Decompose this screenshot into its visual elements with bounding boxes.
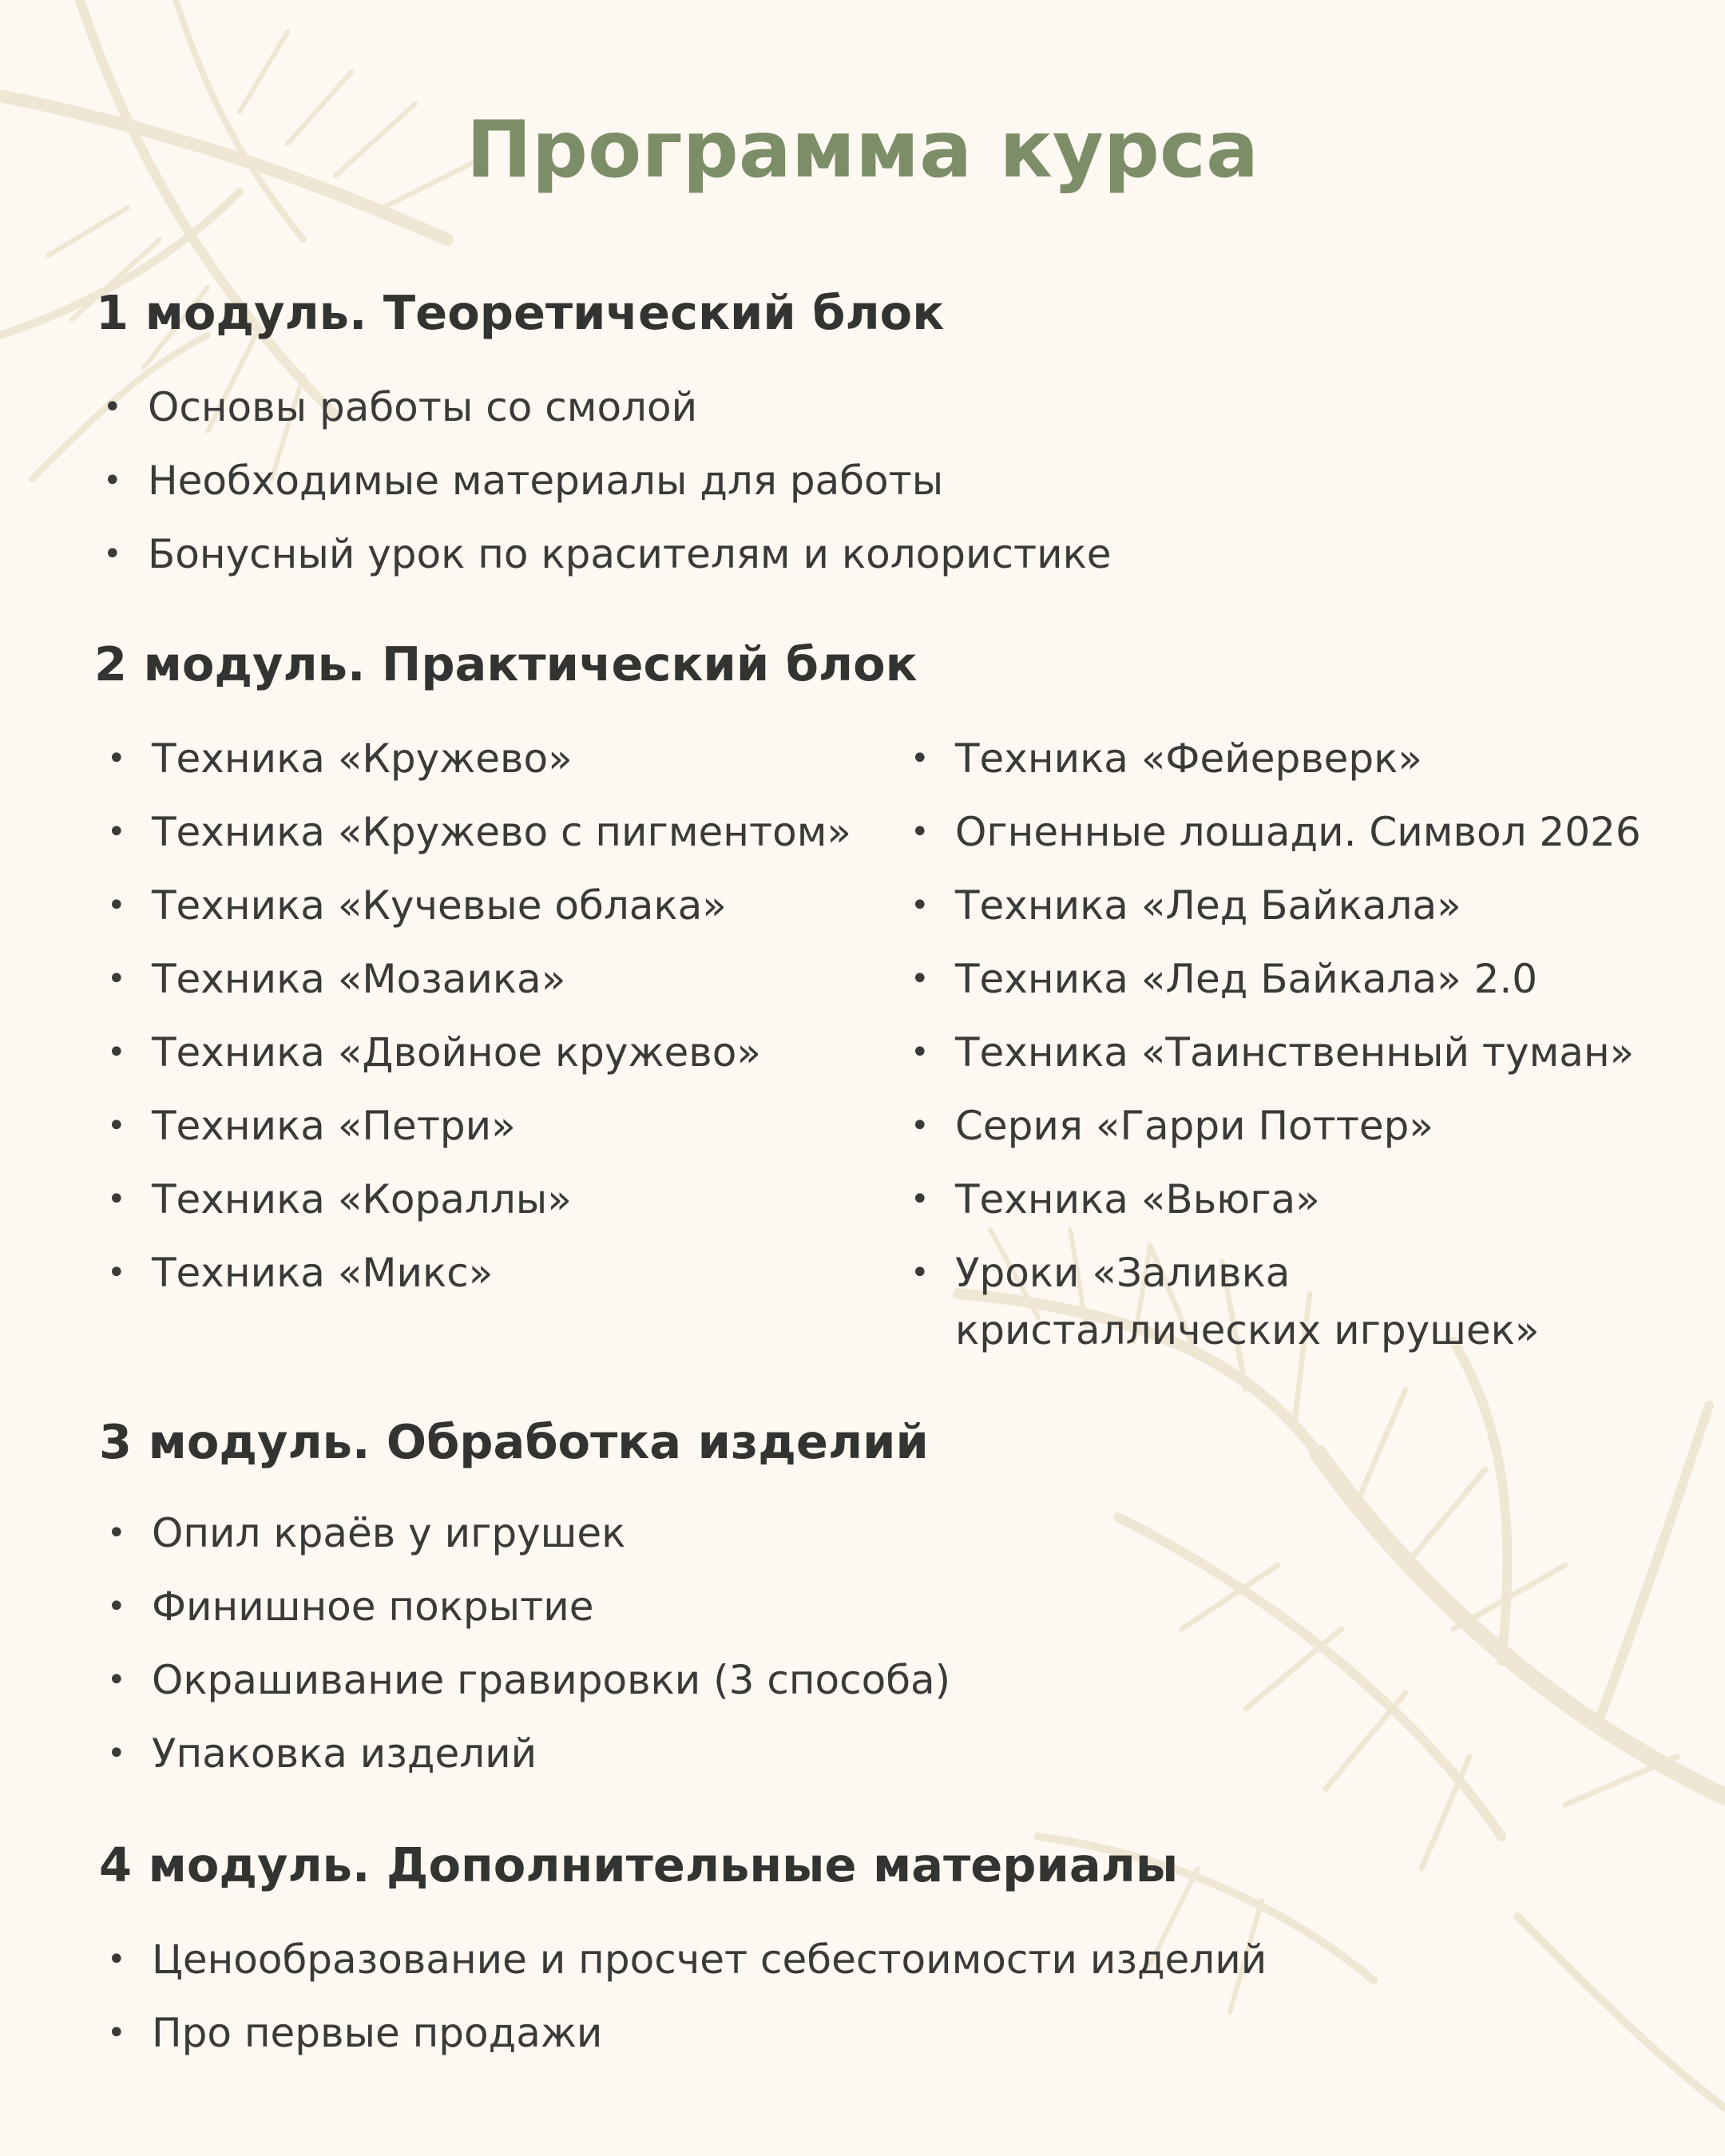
- bullet: •: [107, 1108, 126, 1144]
- bullet: •: [910, 1108, 930, 1144]
- list-item: • Необходимые материалы для работы: [100, 452, 1112, 525]
- bullet: •: [910, 814, 930, 850]
- bullet: •: [103, 389, 122, 426]
- list-item: • Огненные лошади. Символ 2026: [907, 803, 1642, 877]
- list-item: • Техника «Кружево»: [104, 730, 851, 803]
- bullet: •: [107, 1662, 126, 1698]
- bullet: •: [107, 1515, 126, 1552]
- bullet: •: [910, 1181, 930, 1218]
- list-item: • Основы работы со смолой: [100, 378, 1112, 452]
- bullet: •: [107, 1034, 126, 1071]
- bullet: •: [107, 740, 126, 777]
- bullet: •: [107, 1735, 126, 1772]
- bullet: •: [107, 1588, 126, 1625]
- list-item: • Опил краёв у игрушек: [104, 1504, 950, 1578]
- bullet: •: [107, 814, 126, 850]
- bullet: •: [910, 1254, 930, 1291]
- module-2-title: 2 модуль. Практический блок: [94, 636, 918, 692]
- module-3-list: [104, 1504, 950, 1798]
- module-4-list: [104, 1931, 1267, 2078]
- bullet: •: [107, 961, 126, 997]
- module-1-list: [100, 378, 1112, 599]
- bullet: •: [107, 1254, 126, 1291]
- list-item: • Серия «Гарри Поттер»: [907, 1097, 1642, 1171]
- list-item: • Ценообразование и просчет себестоимости изделий: [104, 1931, 1267, 2004]
- bullet: •: [910, 961, 930, 997]
- list-item: • Техника «Петри»: [104, 1097, 851, 1171]
- module-4-title: 4 модуль. Дополнительные материалы: [99, 1837, 1179, 1892]
- bullet: •: [910, 887, 930, 924]
- list-item: • Уроки «Заливка кристаллических игрушек»: [907, 1244, 1642, 1364]
- list-item: • Про первые продажи: [104, 2004, 1267, 2078]
- bullet: •: [910, 740, 930, 777]
- bullet: •: [107, 2015, 126, 2051]
- list-item: • Техника «Кораллы»: [104, 1171, 851, 1244]
- list-item: • Техника «Лед Байкала»: [907, 877, 1642, 950]
- list-item: • Техника «Лед Байкала» 2.0: [907, 950, 1642, 1024]
- list-item: • Техника «Фейерверк»: [907, 730, 1642, 803]
- list-item: • Техника «Кучевые облака»: [104, 877, 851, 950]
- list-item: • Окрашивание гравировки (3 способа): [104, 1651, 950, 1725]
- list-item: • Техника «Вьюга»: [907, 1171, 1642, 1244]
- bullet: •: [107, 1941, 126, 1978]
- bullet: •: [103, 462, 122, 499]
- list-item: • Техника «Двойное кружево»: [104, 1024, 851, 1097]
- module-3-title: 3 модуль. Обработка изделий: [99, 1414, 929, 1469]
- list-item: • Бонусный урок по красителям и колористике: [100, 525, 1112, 599]
- bullet: •: [103, 536, 122, 573]
- module-2-right-list: [907, 730, 1642, 1364]
- bullet: •: [107, 887, 126, 924]
- list-item: • Техника «Микс»: [104, 1244, 851, 1318]
- page-title: Программа курса: [466, 105, 1259, 196]
- module-1-title: 1 модуль. Теоретический блок: [96, 285, 945, 340]
- bullet: •: [910, 1034, 930, 1071]
- list-item: • Упаковка изделий: [104, 1725, 950, 1798]
- list-item: • Техника «Таинственный туман»: [907, 1024, 1642, 1097]
- module-2-left-list: [104, 730, 851, 1318]
- bullet: •: [107, 1181, 126, 1218]
- list-item: • Техника «Мозаика»: [104, 950, 851, 1024]
- list-item: • Финишное покрытие: [104, 1578, 950, 1651]
- list-item: • Техника «Кружево с пигментом»: [104, 803, 851, 877]
